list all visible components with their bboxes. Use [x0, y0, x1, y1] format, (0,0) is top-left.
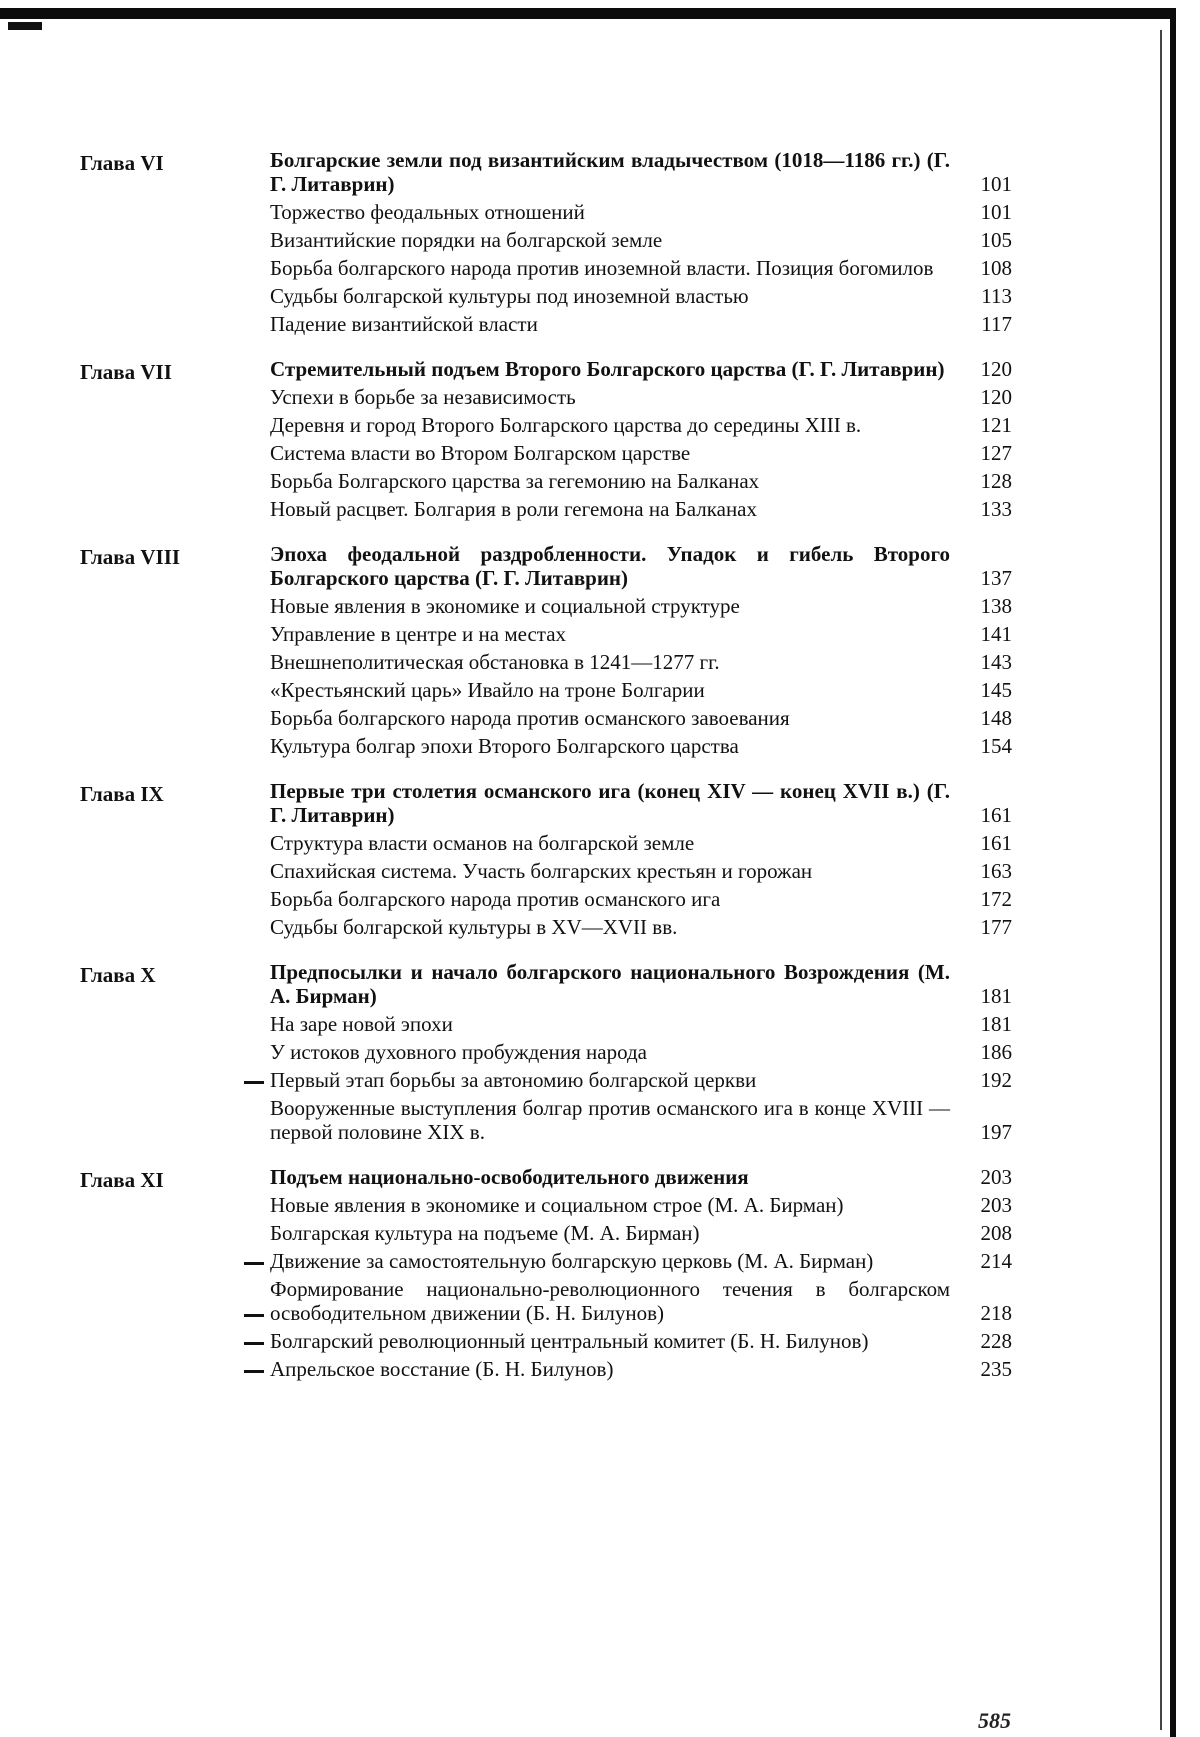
entry-page-number: 117: [981, 312, 1012, 336]
entry-title: Деревня и город Второго Болгарского царства до середины XIII в.: [270, 413, 862, 437]
entry-page-number: 203: [980, 1193, 1012, 1217]
toc-entry: [270, 859, 1012, 883]
entry-page-number: 127: [980, 441, 1012, 465]
entry-page-number: 105: [980, 228, 1012, 252]
entry-title: Подъем национально-освободительного движения: [270, 1165, 749, 1189]
entry-title: Внешнеполитическая обстановка в 1241—1277 гг.: [270, 650, 720, 674]
entry-page-number: 108: [980, 256, 1012, 280]
chapter-label: Глава VIII: [80, 545, 181, 569]
scan-edge-line: [1160, 30, 1162, 1730]
toc-entry: [270, 469, 1012, 493]
entry-title: Эпоха феодальной раздробленности. Упадок и гибель Второго Болгарского царства (Г. Г. Литаврин): [270, 542, 950, 590]
entry-page-number: 113: [981, 284, 1012, 308]
chapter-entries: [270, 960, 1012, 1148]
toc-entry: [270, 312, 1012, 336]
chapter-title-entry: [270, 542, 1012, 590]
chapter-entries: [270, 357, 1012, 525]
entry-title: Судьбы болгарской культуры в XV—XVII вв.: [270, 915, 678, 939]
entry-title: Борьба болгарского народа против османского ига: [270, 887, 721, 911]
entry-page-number: 137: [980, 566, 1012, 590]
toc-entry: [270, 1329, 1012, 1353]
entry-page-number: 120: [980, 357, 1012, 381]
toc-entry: [270, 678, 1012, 702]
entry-title: Борьба болгарского народа против иноземной власти. Позиция богомилов: [270, 256, 934, 280]
chapter-label: Глава VI: [80, 151, 164, 175]
table-of-contents: [80, 148, 1040, 1402]
entry-title: Формирование национально-революционного течения в болгарском освободительном движении (Б. Н. Билунов): [270, 1277, 950, 1325]
entry-title: На заре новой эпохи: [270, 1012, 453, 1036]
margin-mark-icon: [244, 1342, 264, 1345]
entry-page-number: 154: [980, 734, 1012, 758]
chapter-block: [80, 960, 1040, 1148]
entry-page-number: 143: [980, 650, 1012, 674]
toc-entry: [270, 200, 1012, 224]
entry-page-number: 161: [980, 831, 1012, 855]
chapter-entries: [270, 779, 1012, 943]
entry-page-number: 203: [980, 1165, 1012, 1189]
toc-entry: [270, 228, 1012, 252]
chapter-block: [80, 1165, 1040, 1385]
toc-entry: [270, 706, 1012, 730]
entry-title: Болгарская культура на подъеме (М. А. Бирман): [270, 1221, 700, 1245]
toc-entry: [270, 650, 1012, 674]
toc-entry: [270, 734, 1012, 758]
entry-title: Торжество феодальных отношений: [270, 200, 585, 224]
entry-page-number: 197: [980, 1120, 1012, 1144]
entry-title: Новые явления в экономике и социальной структуре: [270, 594, 740, 618]
entry-page-number: 228: [980, 1329, 1012, 1353]
chapter-label: Глава XI: [80, 1168, 164, 1192]
chapter-block: [80, 542, 1040, 762]
entry-title: Судьбы болгарской культуры под иноземной властью: [270, 284, 749, 308]
entry-title: Апрельское восстание (Б. Н. Билунов): [270, 1357, 614, 1381]
toc-entry: [270, 1193, 1012, 1217]
entry-title: Предпосылки и начало болгарского национального Возрождения (М. А. Бирман): [270, 960, 950, 1008]
entry-title: Вооруженные выступления болгар против османского ига в конце XVIII — первой половине XIX в.: [270, 1096, 950, 1144]
chapter-entries: [270, 1165, 1012, 1385]
toc-entry: [270, 1012, 1012, 1036]
chapter-title-entry: [270, 148, 1012, 196]
chapter-entries: [270, 148, 1012, 340]
entry-title: Спахийская система. Участь болгарских крестьян и горожан: [270, 859, 813, 883]
entry-title: Первый этап борьбы за автономию болгарской церкви: [270, 1068, 757, 1092]
toc-entry: [270, 831, 1012, 855]
entry-page-number: 133: [980, 497, 1012, 521]
entry-page-number: 148: [980, 706, 1012, 730]
entry-page-number: 161: [980, 803, 1012, 827]
entry-title: У истоков духовного пробуждения народа: [270, 1040, 647, 1064]
entry-title: Система власти во Втором Болгарском царстве: [270, 441, 691, 465]
toc-entry: [270, 497, 1012, 521]
entry-page-number: 121: [980, 413, 1012, 437]
entry-page-number: 141: [980, 622, 1012, 646]
toc-entry: [270, 1357, 1012, 1381]
toc-entry: [270, 256, 1012, 280]
toc-entry: [270, 1249, 1012, 1273]
margin-mark-icon: [244, 1081, 264, 1084]
toc-entry: [270, 1068, 1012, 1092]
margin-mark-icon: [244, 1314, 264, 1317]
entry-title: Стремительный подъем Второго Болгарского царства (Г. Г. Литаврин): [270, 357, 945, 381]
toc-entry: [270, 1277, 1012, 1325]
toc-entry: [270, 915, 1012, 939]
entry-title: «Крестьянский царь» Ивайло на троне Болгарии: [270, 678, 705, 702]
entry-page-number: 101: [980, 200, 1012, 224]
entry-page-number: 138: [980, 594, 1012, 618]
toc-entry: [270, 1040, 1012, 1064]
entry-title: Управление в центре и на местах: [270, 622, 567, 646]
chapter-title-entry: [270, 1165, 1012, 1189]
entry-page-number: 181: [980, 984, 1012, 1008]
scan-border-right: [1170, 8, 1176, 1737]
toc-entry: [270, 622, 1012, 646]
entry-page-number: 208: [980, 1221, 1012, 1245]
toc-entry: [270, 413, 1012, 437]
entry-title: Борьба Болгарского царства за гегемонию на Балканах: [270, 469, 760, 493]
entry-title: Болгарские земли под византийским владычеством (1018—1186 гг.) (Г. Г. Литаврин): [270, 148, 950, 196]
entry-title: Движение за самостоятельную болгарскую церковь (М. А. Бирман): [270, 1249, 874, 1273]
chapter-title-entry: [270, 779, 1012, 827]
entry-title: Культура болгар эпохи Второго Болгарского царства: [270, 734, 739, 758]
toc-entry: [270, 441, 1012, 465]
entry-title: Борьба болгарского народа против османского завоевания: [270, 706, 790, 730]
entry-page-number: 218: [980, 1301, 1012, 1325]
entry-title: Новые явления в экономике и социальном строе (М. А. Бирман): [270, 1193, 844, 1217]
entry-title: Первые три столетия османского ига (конец XIV — конец XVII в.) (Г. Г. Литаврин): [270, 779, 950, 827]
entry-page-number: 120: [980, 385, 1012, 409]
entry-title: Успехи в борьбе за независимость: [270, 385, 576, 409]
entry-title: Структура власти османов на болгарской земле: [270, 831, 695, 855]
entry-title: Болгарский революционный центральный комитет (Б. Н. Билунов): [270, 1329, 869, 1353]
toc-entry: [270, 385, 1012, 409]
toc-entry: [270, 887, 1012, 911]
scan-mark: [8, 22, 42, 30]
entry-page-number: 214: [980, 1249, 1012, 1273]
entry-title: Новый расцвет. Болгария в роли гегемона на Балканах: [270, 497, 757, 521]
entry-page-number: 235: [980, 1357, 1012, 1381]
chapter-title-entry: [270, 960, 1012, 1008]
entry-page-number: 186: [980, 1040, 1012, 1064]
chapter-title-entry: [270, 357, 1012, 381]
chapter-block: [80, 779, 1040, 943]
entry-title: Византийские порядки на болгарской земле: [270, 228, 663, 252]
entry-page-number: 181: [980, 1012, 1012, 1036]
entry-page-number: 128: [980, 469, 1012, 493]
toc-entry: [270, 594, 1012, 618]
entry-page-number: 101: [980, 172, 1012, 196]
margin-mark-icon: [244, 1370, 264, 1373]
chapter-block: [80, 357, 1040, 525]
entry-page-number: 192: [980, 1068, 1012, 1092]
entry-title: Падение византийской власти: [270, 312, 538, 336]
chapter-label: Глава X: [80, 963, 156, 987]
margin-mark-icon: [244, 1262, 264, 1265]
entry-page-number: 163: [980, 859, 1012, 883]
chapter-label: Глава IX: [80, 782, 164, 806]
toc-entry: [270, 284, 1012, 308]
page-number: 585: [978, 1708, 1011, 1733]
toc-entry: [270, 1096, 1012, 1144]
entry-page-number: 145: [980, 678, 1012, 702]
entry-page-number: 172: [980, 887, 1012, 911]
scan-border-top: [0, 8, 1176, 19]
toc-entry: [270, 1221, 1012, 1245]
chapter-block: [80, 148, 1040, 340]
entry-page-number: 177: [980, 915, 1012, 939]
chapter-label: Глава VII: [80, 360, 172, 384]
chapter-entries: [270, 542, 1012, 762]
